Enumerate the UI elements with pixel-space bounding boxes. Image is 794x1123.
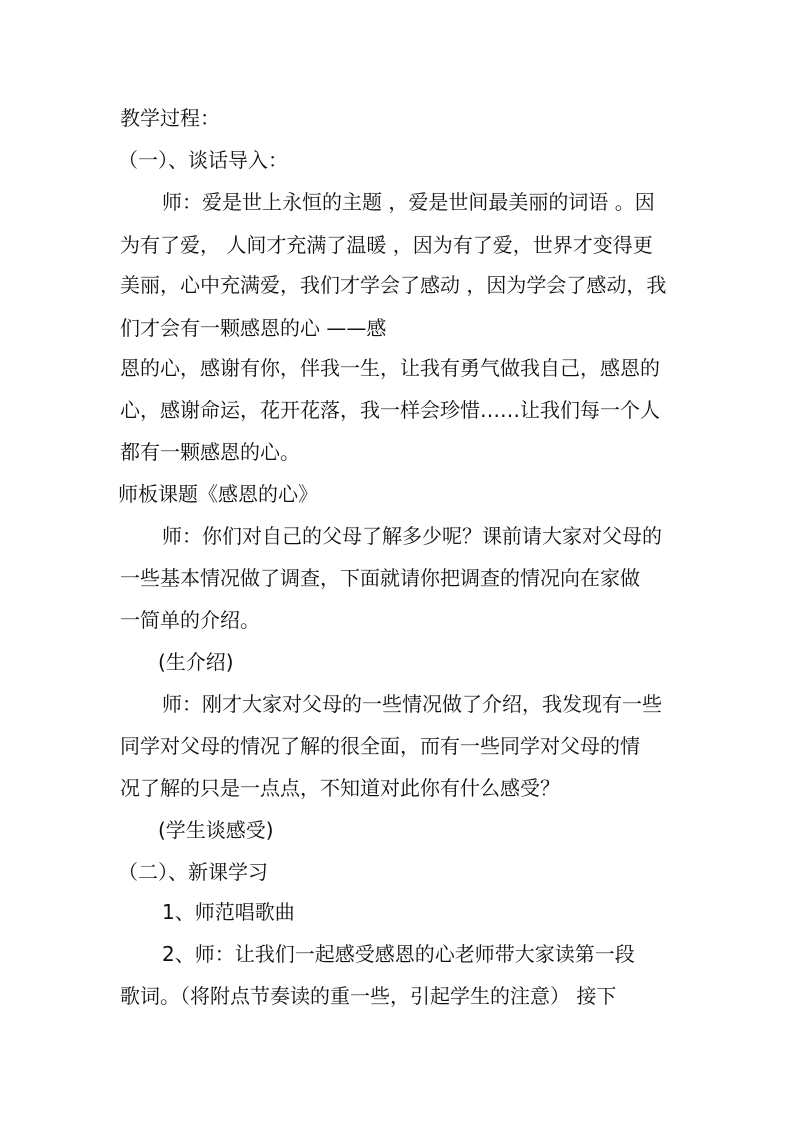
paragraph-line: 美丽，心中充满爱，我们才学会了感动 ，因为学会了感动，我 bbox=[120, 273, 667, 297]
paragraph-line: 们才会有一颗感恩的心 ——感 bbox=[120, 316, 387, 340]
paragraph-line: 恩的心，感谢有你，伴我一生，让我有勇气做我自己，感恩的 bbox=[120, 356, 660, 380]
lesson-title-line: 师板课题《感恩的心》 bbox=[118, 482, 318, 506]
numbered-item: 2、师：让我们一起感受感恩的心老师带大家读第一段 bbox=[162, 942, 635, 966]
paragraph-line: 为有了爱， 人间才充满了温暖 ，因为有了爱，世界才变得更 bbox=[120, 233, 653, 257]
paragraph-line: 师：刚才大家对父母的一些情况做了介绍，我发现有一些 bbox=[162, 692, 662, 716]
paragraph-line: 师：你们对自己的父母了解多少呢？课前请大家对父母的 bbox=[162, 524, 662, 548]
paragraph-line: 一些基本情况做了调查，下面就请你把调查的情况向在家做 bbox=[120, 566, 640, 590]
paragraph-line: 一简单的介绍。 bbox=[120, 608, 260, 632]
student-activity-note: (学生谈感受) bbox=[158, 818, 274, 842]
paragraph-line: 况了解的只是一点点，不知道对此你有什么感受？ bbox=[120, 776, 560, 800]
section-heading-new-lesson: （二）、新课学习 bbox=[118, 860, 268, 884]
paragraph-line: 都有一颗感恩的心。 bbox=[120, 440, 300, 464]
paragraph-line: 同学对父母的情况了解的很全面，而有一些同学对父母的情 bbox=[120, 734, 640, 758]
paragraph-line: 心，感谢命运，花开花落，我一样会珍惜……让我们每一个人 bbox=[120, 398, 660, 422]
numbered-item: 1、师范唱歌曲 bbox=[162, 900, 295, 924]
student-activity-note: (生介绍) bbox=[158, 650, 234, 674]
paragraph-line: 歌词。（将附点节奏读的重一些，引起学生的注意） 接下 bbox=[120, 984, 617, 1008]
section-heading-intro: （一）、谈话导入： bbox=[118, 148, 288, 172]
paragraph-line: 师：爱是世上永恒的主题 ，爱是世间最美丽的词语 。因 bbox=[162, 190, 655, 214]
section-heading-teaching-process: 教学过程： bbox=[120, 106, 220, 130]
